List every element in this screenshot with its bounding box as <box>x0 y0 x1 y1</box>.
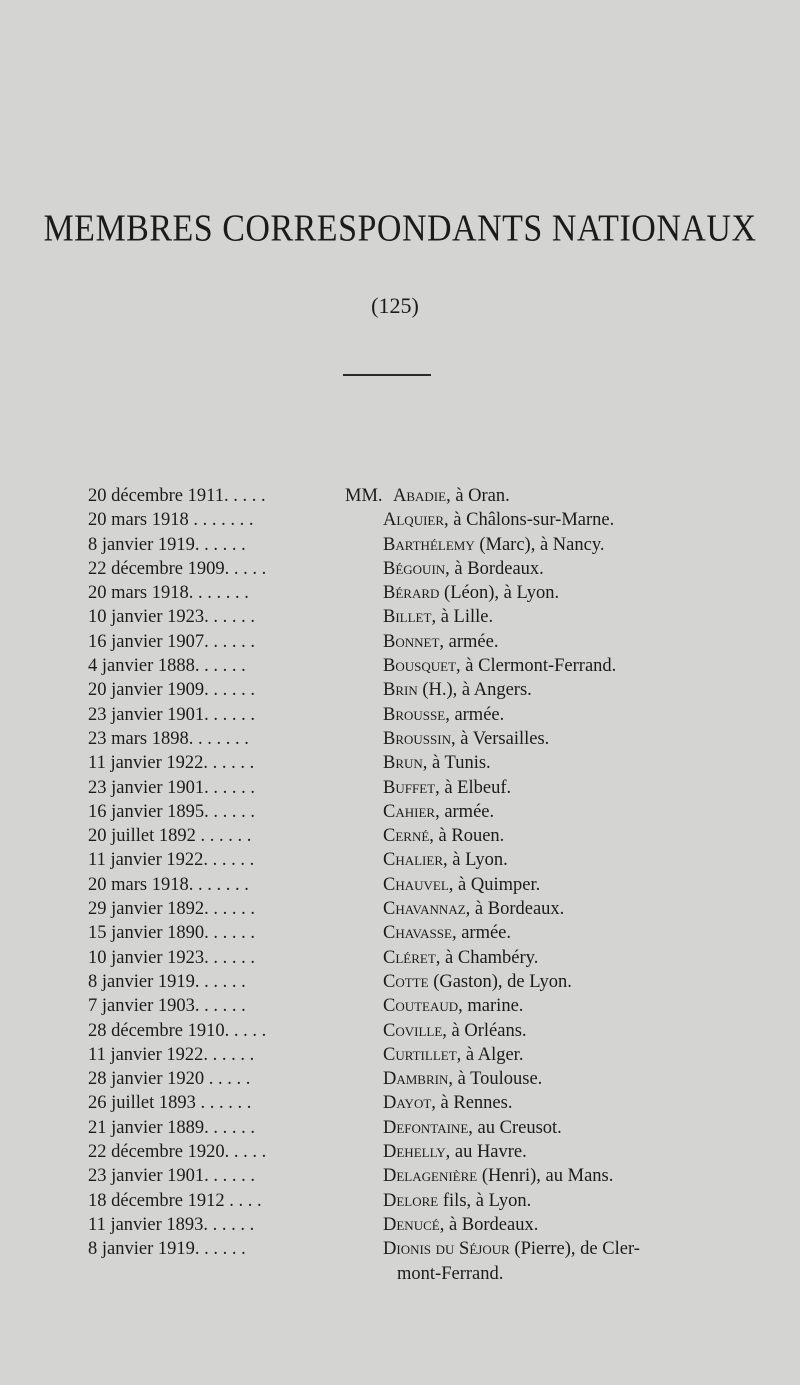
list-item <box>0 581 800 605</box>
list-item <box>0 533 800 557</box>
entry-member <box>383 873 540 897</box>
member-details: (Marc), à Nancy. <box>474 534 605 555</box>
entry-date: 11 janvier 1922. . . . . . <box>88 753 255 774</box>
member-details: , au Creusot. <box>468 1117 562 1138</box>
list-item <box>0 800 800 824</box>
entry-member <box>383 897 564 921</box>
list-item <box>0 1116 800 1140</box>
member-details: , à Rennes. <box>431 1093 513 1114</box>
member-surname: Delagenière <box>383 1166 478 1187</box>
member-surname: Curtillet <box>383 1044 457 1065</box>
member-surname: Chalier <box>383 850 443 871</box>
continuation-text: mont-Ferrand. <box>397 1263 504 1284</box>
member-details: , à Orléans. <box>442 1020 527 1041</box>
entry-date: 22 décembre 1920. . . . . <box>88 1142 267 1163</box>
entry-member <box>383 508 614 532</box>
entry-date: 15 janvier 1890. . . . . . <box>88 923 255 944</box>
entry-member <box>383 776 511 800</box>
list-item <box>0 1019 800 1043</box>
member-details: (Henri), au Mans. <box>477 1166 614 1187</box>
list-item <box>0 824 800 848</box>
entry-member <box>383 1164 613 1188</box>
member-surname: Billet <box>383 607 432 628</box>
member-details: , à Oran. <box>446 486 510 506</box>
member-surname: Chauvel <box>383 874 449 895</box>
list-item <box>0 1164 800 1188</box>
entry-date: 21 janvier 1889. . . . . . <box>88 1117 255 1138</box>
list-item <box>0 484 800 508</box>
list-item <box>0 678 800 702</box>
page-title: MEMBRES CORRESPONDANTS NATIONAUX <box>43 208 757 250</box>
list-item-continuation <box>0 1262 800 1286</box>
entry-date: 11 janvier 1922. . . . . . <box>88 1044 255 1065</box>
entry-date: 20 mars 1918. . . . . . . <box>88 874 249 895</box>
list-item <box>0 508 800 532</box>
entry-date: 7 janvier 1903. . . . . . <box>88 996 246 1017</box>
entry-date: 16 janvier 1895. . . . . . <box>88 801 255 822</box>
entry-member <box>383 557 544 581</box>
entry-member <box>383 994 523 1018</box>
list-item <box>0 1140 800 1164</box>
member-surname: Bérard <box>383 583 440 604</box>
member-surname: Bégouin <box>383 558 446 579</box>
list-item <box>0 654 800 678</box>
entry-member <box>383 1189 531 1213</box>
member-details: , armée. <box>439 631 499 652</box>
entry-date: 26 juillet 1893 . . . . . . <box>88 1093 252 1114</box>
entry-member <box>383 1140 527 1164</box>
member-surname: Couteaud <box>383 996 459 1017</box>
member-details: , à Lyon. <box>443 850 508 871</box>
entry-date: 8 janvier 1919. . . . . . <box>88 1239 246 1260</box>
entry-date: 20 juillet 1892 . . . . . . <box>88 826 252 847</box>
entry-date: 23 janvier 1901. . . . . . <box>88 777 255 798</box>
member-details: , au Havre. <box>445 1142 527 1163</box>
entry-date: 22 décembre 1909. . . . . <box>88 558 267 579</box>
entry-member <box>383 1237 640 1261</box>
entry-date: 29 janvier 1892. . . . . . <box>88 899 255 920</box>
list-item <box>0 848 800 872</box>
entry-date: 4 janvier 1888. . . . . . <box>88 656 246 677</box>
list-item <box>0 1213 800 1237</box>
list-item <box>0 1067 800 1091</box>
member-details: , armée. <box>445 704 505 725</box>
list-item <box>0 776 800 800</box>
list-item <box>0 1043 800 1067</box>
member-surname: Chavannaz <box>383 899 466 920</box>
member-surname: Brousse <box>383 704 446 725</box>
member-surname: Dionis du Séjour <box>383 1239 510 1260</box>
entry-date: 28 janvier 1920 . . . . . <box>88 1069 251 1090</box>
entry-member <box>383 581 559 605</box>
member-details: , à Rouen. <box>429 826 505 847</box>
list-item <box>0 994 800 1018</box>
list-item <box>0 873 800 897</box>
entry-date: 20 janvier 1909. . . . . . <box>88 680 255 701</box>
entry-member <box>383 1213 538 1237</box>
entry-date: 20 décembre 1911. . . . . <box>88 486 266 506</box>
entry-member <box>383 970 572 994</box>
member-details: , à Bordeaux. <box>465 899 565 920</box>
entry-date: 20 mars 1918. . . . . . . <box>88 583 249 604</box>
entry-member <box>383 630 498 654</box>
member-details: , armée. <box>435 801 495 822</box>
member-surname: Cotte <box>383 971 429 992</box>
member-details: (Pierre), de Cler- <box>509 1239 640 1260</box>
entry-date: 10 janvier 1923. . . . . . <box>88 607 255 628</box>
member-details: , à Bordeaux. <box>445 558 544 579</box>
honorific-prefix: MM. <box>345 486 383 506</box>
entry-member <box>383 751 491 775</box>
member-surname: Abadie <box>393 486 447 506</box>
list-item <box>0 946 800 970</box>
entry-date: 20 mars 1918 . . . . . . . <box>88 510 254 531</box>
member-details: , à Lille. <box>431 607 494 628</box>
list-item <box>0 605 800 629</box>
member-details: , à Elbeuf. <box>435 777 512 798</box>
member-surname: Cerné <box>383 826 430 847</box>
entry-member <box>383 703 504 727</box>
member-surname: Brun <box>383 753 423 774</box>
member-surname: Bousquet <box>383 656 457 677</box>
member-surname: Buffet <box>383 777 436 798</box>
member-details: , à Chambéry. <box>435 947 539 968</box>
entry-date: 16 janvier 1907. . . . . . <box>88 631 255 652</box>
entry-date: 23 mars 1898. . . . . . . <box>88 728 249 749</box>
entry-date: 8 janvier 1919. . . . . . <box>88 971 246 992</box>
member-surname: Denucé <box>383 1214 440 1235</box>
entry-member <box>383 946 538 970</box>
list-item <box>0 751 800 775</box>
entry-member <box>383 800 494 824</box>
entry-date: 8 janvier 1919. . . . . . <box>88 534 246 555</box>
member-surname: Delore <box>383 1190 439 1211</box>
entry-member <box>393 484 510 508</box>
entry-date: 11 janvier 1922. . . . . . <box>88 850 255 871</box>
member-details: , à Clermont-Ferrand. <box>456 656 617 677</box>
entry-date: 28 décembre 1910. . . . . <box>88 1020 267 1041</box>
entry-member <box>383 1116 562 1140</box>
member-surname: Barthélemy <box>383 534 475 555</box>
entry-member <box>383 654 616 678</box>
list-item <box>0 727 800 751</box>
list-item <box>0 921 800 945</box>
member-details: , à Quimper. <box>448 874 541 895</box>
member-surname: Broussin <box>383 728 451 749</box>
member-details: , à Bordeaux. <box>439 1214 539 1235</box>
list-item <box>0 1237 800 1261</box>
member-surname: Brin <box>383 680 418 701</box>
entry-member <box>383 1067 542 1091</box>
list-item <box>0 1091 800 1115</box>
member-details: (H.), à Angers. <box>417 680 532 701</box>
list-item <box>0 1189 800 1213</box>
divider-rule <box>343 374 431 376</box>
member-surname: Dayot <box>383 1093 432 1114</box>
entry-member <box>383 1019 527 1043</box>
member-surname: Chavasse <box>383 923 452 944</box>
member-surname: Defontaine <box>383 1117 469 1138</box>
member-details: , à Tunis. <box>422 753 491 774</box>
member-surname: Dehelly <box>383 1142 446 1163</box>
member-surname: Alquier <box>383 510 445 531</box>
list-item <box>0 970 800 994</box>
member-details: (Léon), à Lyon. <box>439 583 560 604</box>
entry-member <box>383 605 493 629</box>
member-count: (125) <box>371 293 419 318</box>
member-details: , marine. <box>458 996 524 1017</box>
entry-date: 18 décembre 1912 . . . . <box>88 1190 262 1211</box>
entry-member <box>383 921 511 945</box>
member-surname: Cléret <box>383 947 436 968</box>
member-details: (Gaston), de Lyon. <box>428 971 572 992</box>
member-surname: Bonnet <box>383 631 440 652</box>
entry-member <box>383 824 504 848</box>
entry-member <box>383 678 532 702</box>
member-surname: Coville <box>383 1020 443 1041</box>
entry-member <box>383 727 549 751</box>
entry-date: 10 janvier 1923. . . . . . <box>88 947 255 968</box>
entry-member <box>383 848 508 872</box>
member-details: , à Alger. <box>456 1044 524 1065</box>
member-surname: Dambrin <box>383 1069 449 1090</box>
list-item <box>0 703 800 727</box>
member-details: , à Versailles. <box>450 728 550 749</box>
member-list <box>0 484 800 1286</box>
member-details: fils, à Lyon. <box>438 1190 532 1211</box>
member-details: , à Toulouse. <box>448 1069 543 1090</box>
entry-date: 23 janvier 1901. . . . . . <box>88 1166 255 1187</box>
entry-member <box>383 533 605 557</box>
member-surname: Cahier <box>383 801 436 822</box>
entry-member <box>383 1043 523 1067</box>
member-details: , armée. <box>451 923 512 944</box>
list-item <box>0 630 800 654</box>
member-details: , à Châlons-sur-Marne. <box>444 510 615 531</box>
list-item <box>0 557 800 581</box>
list-item <box>0 897 800 921</box>
entry-date: 11 janvier 1893. . . . . . <box>88 1214 255 1235</box>
entry-member <box>383 1091 512 1115</box>
entry-date: 23 janvier 1901. . . . . . <box>88 704 255 725</box>
